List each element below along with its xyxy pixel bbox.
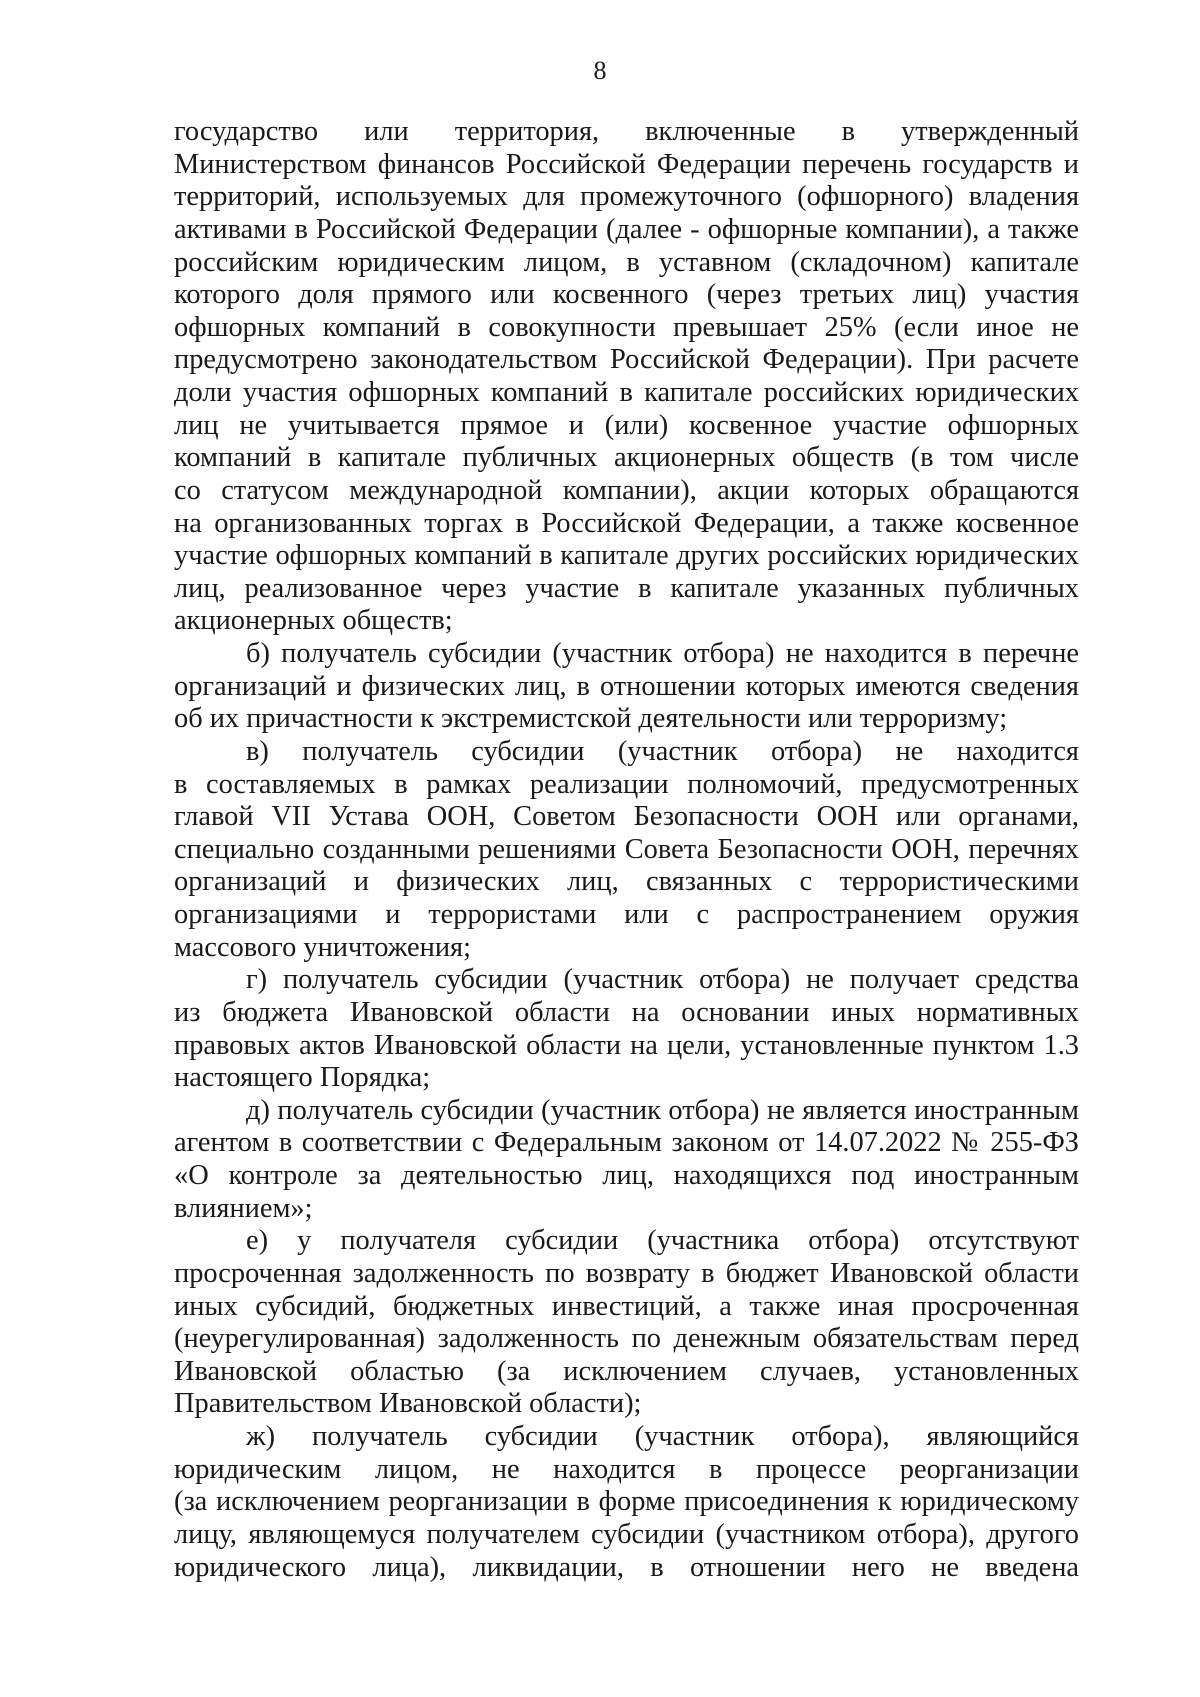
text-line: российским юридическим лицом, в уставном (складочном) капитале: [174, 246, 1079, 278]
paragraph-v: [174, 736, 1079, 964]
document-body: [174, 116, 1079, 1584]
text-line: со статусом международной компании), акции которых обращаются: [174, 474, 1079, 506]
text-line: компаний в капитале публичных акционерных обществ (в том числе: [174, 442, 1079, 474]
text-line: д) получатель субсидии (участник отбора) не является иностранным: [246, 1094, 1079, 1126]
paragraph-e: [174, 1225, 1079, 1421]
text-line: юридического лица), ликвидации, в отношении него не введена: [174, 1551, 1079, 1583]
text-line: «О контроле за деятельностью лиц, находящихся под иностранным: [174, 1160, 1079, 1191]
text-line: иных субсидий, бюджетных инвестиций, а также иная просроченная: [174, 1290, 1079, 1322]
text-line: офшорных компаний в совокупности превышает 25% (если иное не: [174, 311, 1079, 343]
text-line: государство или территория, включенные в утвержденный: [174, 116, 1079, 147]
text-line: Правительством Ивановской области);: [174, 1388, 642, 1420]
paragraph-g: [174, 964, 1079, 1095]
text-line: из бюджета Ивановской области на основании иных нормативных: [174, 996, 1079, 1028]
text-line: настоящего Порядка;: [174, 1062, 431, 1094]
text-line: просроченная задолженность по возврату в бюджет Ивановской области: [174, 1257, 1079, 1289]
text-line: агентом в соответствии с Федеральным законом от 14.07.2022 № 255-ФЗ: [174, 1127, 1079, 1159]
paragraph-d: [174, 1095, 1079, 1226]
text-line: организаций и физических лиц, в отношении которых имеются сведения: [174, 670, 1079, 702]
text-line: правовых актов Ивановской области на цели, установленные пунктом 1.3: [174, 1029, 1079, 1061]
text-line: б) получатель субсидии (участник отбора) не находится в перечне: [246, 638, 1079, 669]
text-line: специально созданными решениями Совета Безопасности ООН, перечнях: [174, 833, 1079, 865]
text-line: ж) получатель субсидии (участник отбора), являющийся: [246, 1421, 1079, 1452]
text-line: лиц, реализованное через участие в капитале указанных публичных: [174, 572, 1079, 604]
text-line: лиц не учитывается прямое и (или) косвенное участие офшорных: [174, 409, 1079, 441]
text-line: главой VII Устава ООН, Советом Безопасности ООН или органами,: [174, 801, 1079, 833]
text-line: которого доля прямого или косвенного (через третьих лиц) участия: [174, 279, 1079, 311]
text-line: (за исключением реорганизации в форме присоединения к юридическому: [174, 1486, 1079, 1518]
text-line: е) у получателя субсидии (участника отбора) отсутствуют: [246, 1225, 1079, 1257]
paragraph-b: [174, 638, 1079, 736]
text-line: лицу, являющемуся получателем субсидии (участником отбора), другого: [174, 1518, 1079, 1550]
paragraph-offshore: [174, 116, 1079, 638]
text-line: организаций и физических лиц, связанных с террористическими: [174, 866, 1079, 898]
text-line: в составляемых в рамках реализации полномочий, предусмотренных: [174, 768, 1079, 800]
text-line: в) получатель субсидии (участник отбора) не находится: [246, 735, 1079, 767]
text-line: предусмотрено законодательством Российской Федерации). При расчете: [174, 344, 1079, 376]
text-line: об их причастности к экстремистской деятельности или терроризму;: [174, 703, 1008, 735]
text-line: территорий, используемых для промежуточного (офшорного) владения: [174, 181, 1079, 213]
text-line: акционерных обществ;: [174, 605, 453, 637]
text-line: доли участия офшорных компаний в капитале российских юридических: [174, 377, 1079, 408]
text-line: массового уничтожения;: [174, 931, 471, 963]
page-number: 8: [593, 56, 607, 85]
text-line: г) получатель субсидии (участник отбора) не получает средства: [246, 964, 1079, 996]
text-line: юридическим лицом, не находится в процессе реорганизации: [174, 1453, 1079, 1485]
text-line: влиянием»;: [174, 1192, 313, 1224]
text-line: участие офшорных компаний в капитале других российских юридических: [174, 540, 1079, 572]
paragraph-zh: [174, 1421, 1079, 1584]
text-line: (неурегулированная) задолженность по денежным обязательствам перед: [174, 1323, 1079, 1355]
text-line: Ивановской областью (за исключением случаев, установленных: [174, 1355, 1079, 1387]
text-line: на организованных торгах в Российской Федерации, а также косвенное: [174, 507, 1079, 539]
text-line: активами в Российской Федерации (далее - офшорные компании), а также: [174, 213, 1079, 245]
text-line: организациями и террористами или с распространением оружия: [174, 899, 1079, 930]
text-line: Министерством финансов Российской Федерации перечень государств и: [174, 148, 1079, 180]
